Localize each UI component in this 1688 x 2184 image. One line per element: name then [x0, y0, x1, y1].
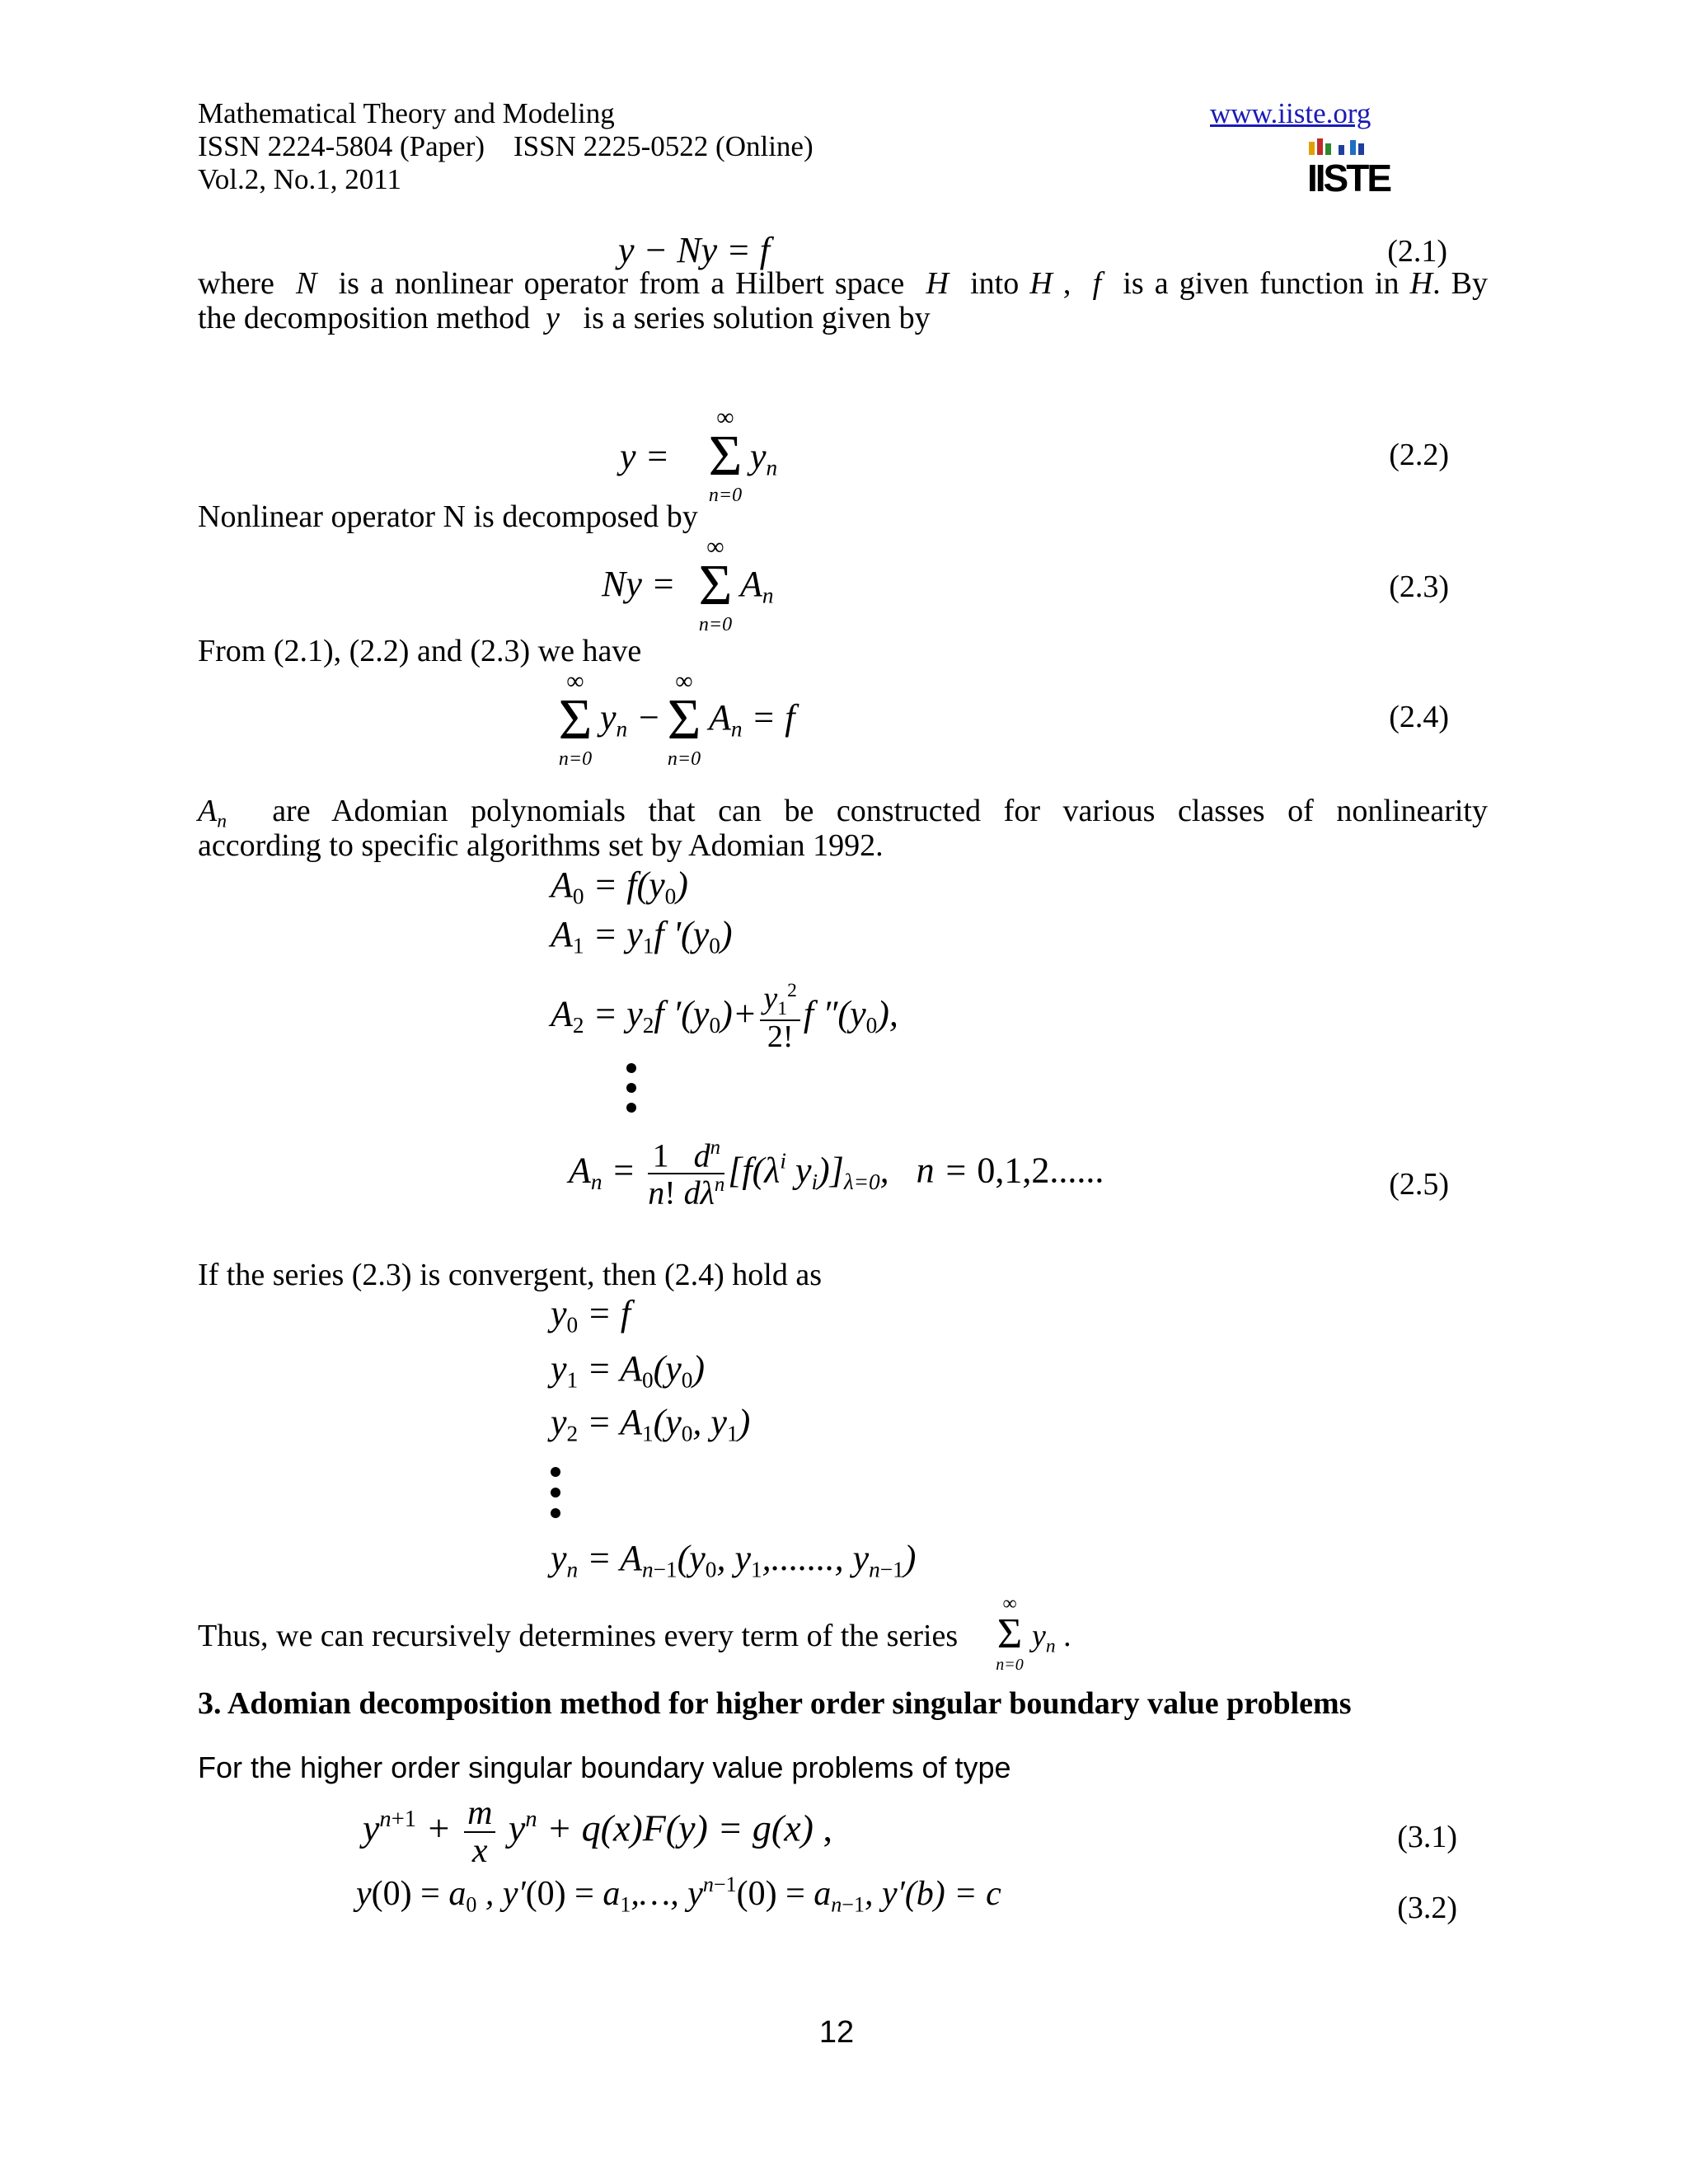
paragraph-if: If the series (2.3) is convergent, then (2.4) hold as: [198, 1258, 822, 1292]
equation-number-2-4: (2.4): [1389, 700, 1449, 734]
paragraph-from: From (2.1), (2.2) and (2.3) we have: [198, 634, 642, 668]
equation-y1: $y_1 = A_0(y_0)$: [551, 1348, 706, 1393]
paragraph-for-higher: For the higher order singular boundary value problems of type: [198, 1750, 1011, 1784]
ellipsis-dot: [551, 1508, 560, 1518]
equation-number-3-1: (3.1): [1397, 1820, 1457, 1854]
journal-volume: Vol.2, No.1, 2011: [198, 163, 401, 195]
sum-2-3: ∞ Σ n=0: [698, 533, 733, 635]
equation-3-2: $y(0) = a_0$ , $y'(0) = a_1,\dots$, $y^{n-1}(0) = a_{n-1}$, y′(b) = c: [356, 1872, 1001, 1917]
paragraph-nonlinear: Nonlinear operator N is decomposed by: [198, 499, 698, 534]
equation-2-1: y − Ny = f: [618, 230, 771, 270]
equation-number-2-3: (2.3): [1389, 569, 1449, 604]
equation-number-3-2: (3.2): [1397, 1891, 1457, 1925]
equation-number-2-5: (2.5): [1389, 1167, 1449, 1202]
paragraph-adomian-2: according to specific algorithms set by Adomian 1992.: [198, 828, 884, 863]
equation-y2: $y_2 = A_1(y_0$, $y_1$): [551, 1402, 751, 1446]
ellipsis-dot: [551, 1488, 560, 1497]
equation-3-1: $y^{n+1}$ + $\frac{m}{x}$ $y^n + q(x)F(y) = g(x)$ ,: [363, 1794, 832, 1871]
equation-yn: $y_n = A_{n-1}(y_0$, $y_1$,......., $y_{n-1}$): [551, 1538, 917, 1582]
paragraph-where: where N is a nonlinear operator from a Hilbert space H into H , f is a given function in H. By: [198, 266, 1489, 301]
equation-a1: $A_1 = y_1f$ '$(y_0)$: [551, 914, 733, 958]
equation-number-2-1: (2.1): [1387, 234, 1447, 269]
journal-issn: ISSN 2224-5804 (Paper) ISSN 2225-0522 (Online): [198, 130, 814, 162]
website-link[interactable]: www.iiste.org: [1210, 97, 1372, 129]
equation-2-2: y =: [620, 436, 670, 476]
page-number: 12: [818, 2015, 855, 2050]
paragraph-decomposition: the decomposition method y is a series solution given by: [198, 301, 931, 335]
equation-y0: $y_0 = f$: [551, 1293, 631, 1338]
iiste-logo: [1307, 138, 1390, 204]
sum-2-4-b: ∞ Σ n=0: [667, 668, 701, 770]
equation-a0: $A_0 = f(y_0)$: [551, 865, 688, 909]
journal-title: Mathematical Theory and Modeling: [198, 97, 615, 129]
logo-text: IISTE: [1307, 157, 1390, 199]
section-heading: 3. Adomian decomposition method for higher order singular boundary value problems: [198, 1686, 1352, 1721]
equation-2-4: $y_n$ −: [600, 697, 661, 742]
sum-thus: ∞ Σ n=0: [996, 1593, 1024, 1674]
sum-2-4-a: ∞ Σ n=0: [558, 668, 593, 770]
paragraph-thus: Thus, we can recursively determines every term of the series: [198, 1619, 959, 1653]
sum-2-2: ∞ Σ n=0: [708, 404, 743, 506]
paragraph-adomian-1: $A_n$ are Adomian polynomials that can be constructed for various classes of nonlinearity: [198, 794, 1488, 832]
equation-a2: $A_2 = y_2f$ $'(y_0)+$ $\frac{y_1^2}{2!}$ f $''(y_0)$,: [551, 980, 898, 1054]
ellipsis-dot: [626, 1103, 636, 1113]
equation-number-2-2: (2.2): [1389, 438, 1449, 472]
ellipsis-dot: [626, 1083, 636, 1093]
equation-2-3: Ny =: [602, 564, 676, 604]
ellipsis-dot: [626, 1063, 636, 1073]
ellipsis-dot: [551, 1467, 560, 1477]
equation-2-5: $A_n$ = $\frac{1 d^n}{n! d\lambda^n}$ [$f(\lambda^i$ $y_i)]_{\lambda=0}$, n = 0,1,2......: [569, 1137, 1104, 1212]
